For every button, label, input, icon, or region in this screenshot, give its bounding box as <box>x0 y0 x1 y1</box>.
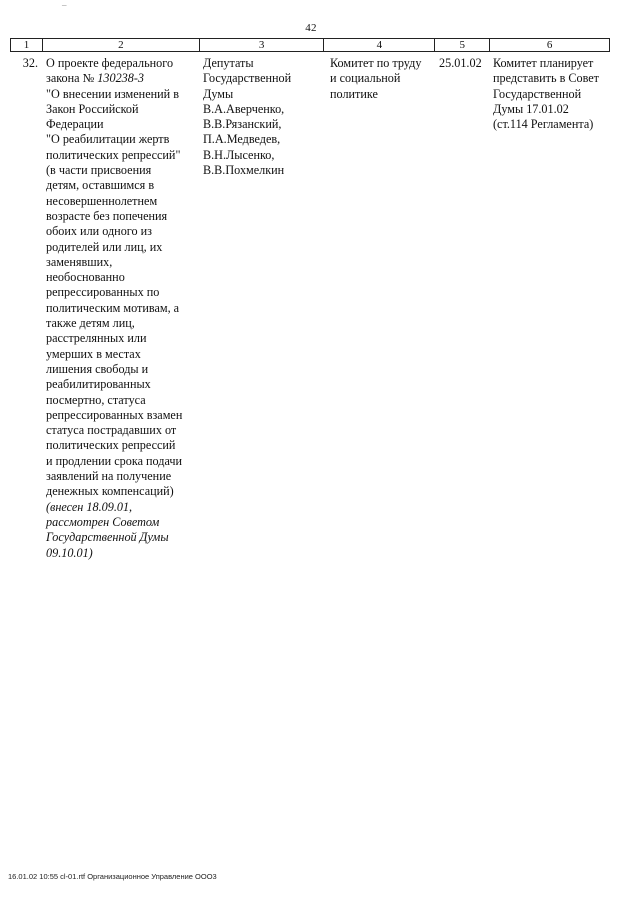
description-line: заменявших, <box>46 254 113 269</box>
initiator-line: В.В.Похмелкин <box>203 163 285 178</box>
note-line: Государственной <box>493 86 582 101</box>
review-date: 25.01.02 <box>439 56 482 70</box>
description-line: политических репрессий <box>46 438 176 453</box>
description-line: политических репрессий" <box>46 147 181 162</box>
page-number: 42 <box>305 22 317 34</box>
committee-note <box>490 56 610 561</box>
row-number: 32. <box>22 56 38 70</box>
column-header-5: 5 <box>435 39 490 51</box>
column-header-3: 3 <box>200 39 325 51</box>
column-header-6: 6 <box>490 39 610 51</box>
column-header-1: 1 <box>11 39 43 51</box>
description-line: "О внесении изменений в <box>46 86 179 101</box>
description-line: денежных компенсаций) <box>46 484 174 499</box>
note-line: Думы 17.01.02 <box>493 101 569 116</box>
description-line: детям, оставшимся в <box>46 178 155 193</box>
initiator-line: В.В.Рязанский, <box>203 117 282 132</box>
description-line: (внесен 18.09.01, <box>46 499 133 514</box>
bill-description <box>42 56 199 561</box>
note-line: Комитет планирует <box>493 56 594 70</box>
column-header-4: 4 <box>324 39 435 51</box>
description-line: и продлении срока подачи <box>46 453 183 468</box>
description-line: посмертно, статуса <box>46 392 146 407</box>
description-line: Федерации <box>46 117 104 132</box>
committee-line: политике <box>330 86 378 101</box>
note-line: (ст.114 Регламента) <box>493 117 594 132</box>
scan-mark: – <box>62 0 67 10</box>
description-line: реабилитированных <box>46 377 151 392</box>
description-line: умерших в местах <box>46 346 141 361</box>
description-line: репрессированных взамен <box>46 407 183 422</box>
column-header-2: 2 <box>43 39 200 51</box>
description-line: репрессированных по <box>46 285 160 300</box>
committee-line: и социальной <box>330 71 401 86</box>
note-line: представить в Совет <box>493 71 600 86</box>
column-header-row <box>10 38 610 52</box>
description-line: родителей или лиц, их <box>46 239 163 254</box>
initiator-line: Государственной <box>203 71 292 86</box>
description-line: необоснованно <box>46 270 125 285</box>
description-line: 09.10.01) <box>46 545 93 560</box>
initiator-line: Депутаты <box>203 56 254 70</box>
initiator-line: В.А.Аверченко, <box>203 101 285 116</box>
description-line: заявлений на получение <box>46 469 172 484</box>
description-line: политическим мотивам, а <box>46 300 180 315</box>
initiator-line: В.Н.Лысенко, <box>203 147 275 162</box>
description-line: статуса пострадавших от <box>46 423 177 438</box>
table-row <box>10 56 610 561</box>
description-line: Закон Российской <box>46 101 139 116</box>
bill-number: 130238-3 <box>97 71 144 86</box>
description-line: также детям лиц, <box>46 316 135 331</box>
initiator-line: Думы <box>203 86 234 101</box>
description-line: Государственной Думы <box>46 530 169 545</box>
description-line: обоих или одного из <box>46 224 152 239</box>
description-line: лишения свободы и <box>46 361 149 376</box>
description-line: возрасте без попечения <box>46 208 168 223</box>
description-line: рассмотрен Советом <box>46 514 160 529</box>
description-line: (в части присвоения <box>46 163 152 178</box>
initiator-line: П.А.Медведев, <box>203 132 281 147</box>
description-line: "О реабилитации жертв <box>46 132 170 147</box>
bill-initiators <box>199 56 324 561</box>
committee-line: Комитет по труду <box>330 56 422 70</box>
description-line: несовершеннолетнем <box>46 193 158 208</box>
document-footer: 16.01.02 10:55 cl-01.rtf Организационное Управление ООО3 <box>8 872 217 881</box>
bill-number-label: закона № <box>46 71 98 86</box>
description-line <box>46 71 197 86</box>
description-line: расстрелянных или <box>46 331 147 346</box>
responsible-committee <box>324 56 435 561</box>
description-line: О проекте федерального <box>46 56 174 70</box>
